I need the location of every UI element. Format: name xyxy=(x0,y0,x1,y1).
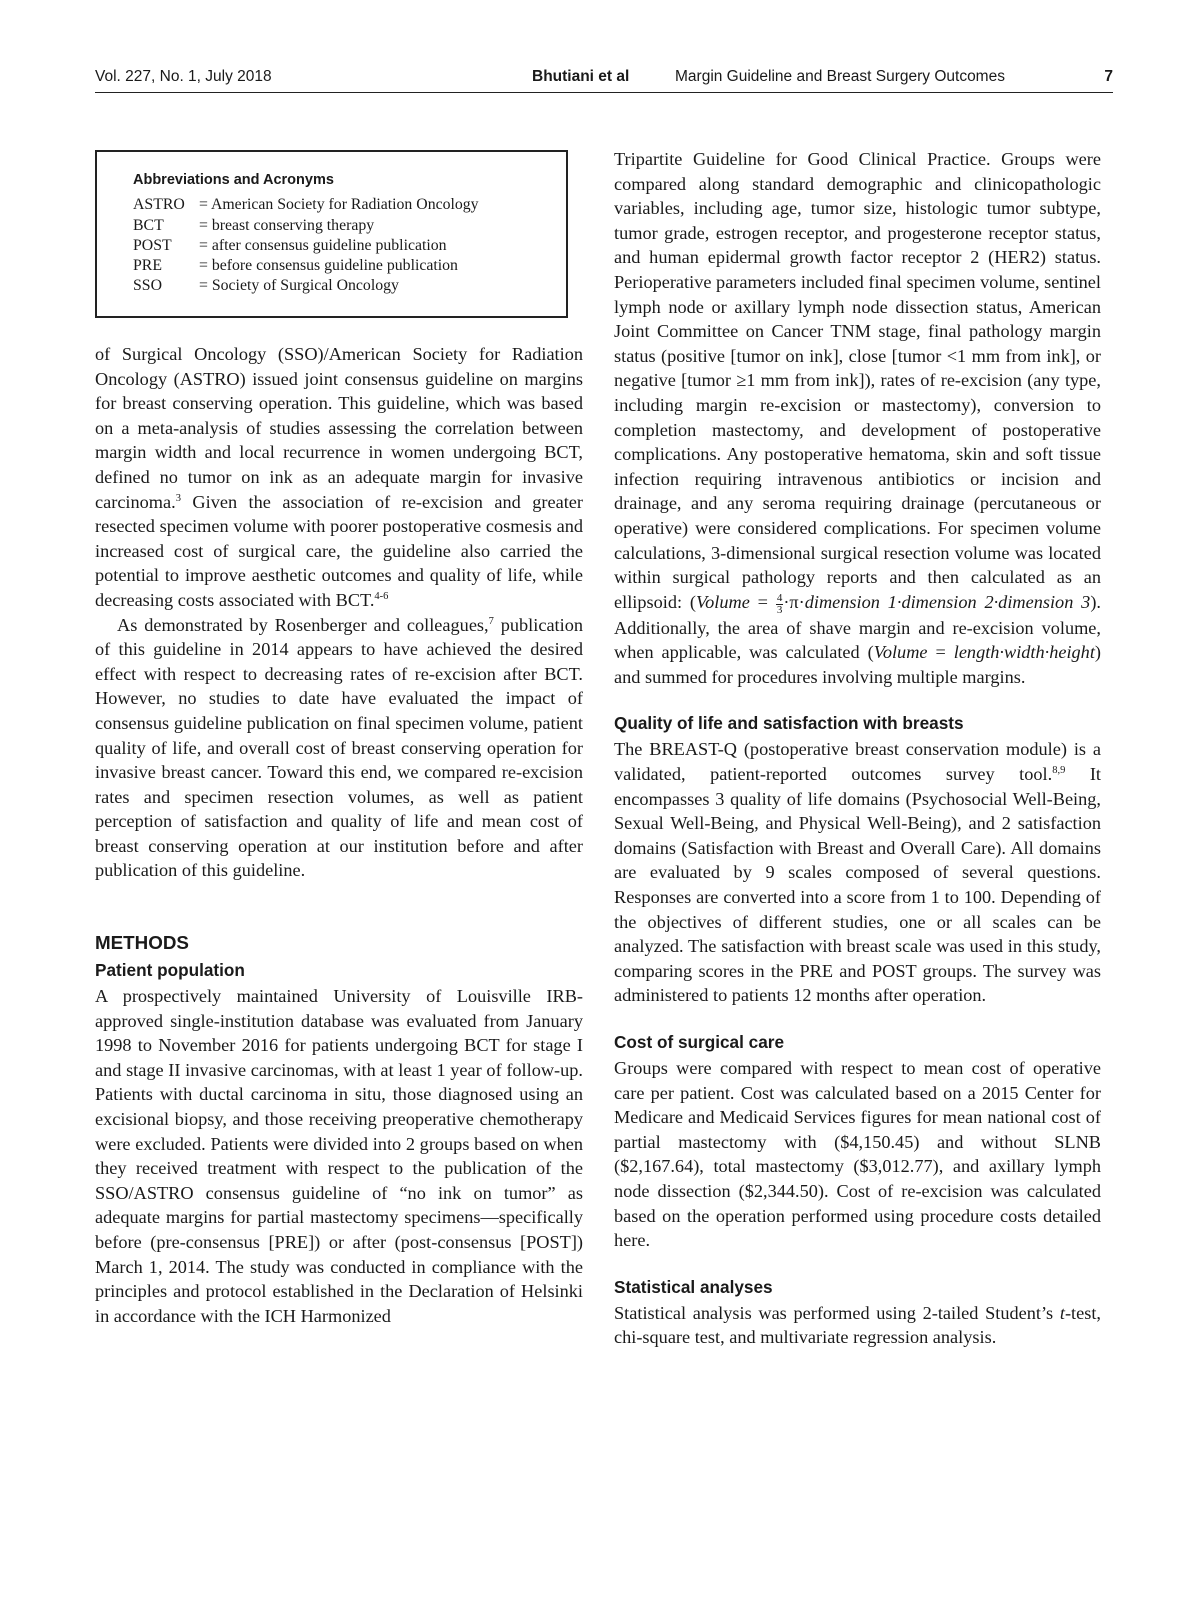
abbreviation-definition: = Society of Surgical Oncology xyxy=(199,277,399,294)
text-run: Given the association of re-excision and greater resected specimen volume with poorer postoperative cosmesis and increased cost of surgical care, the guideline also carried the potential to improve aesthetic outcomes and quality of life, while decreasing costs associated with BCT. xyxy=(95,491,583,610)
abbreviation-definition: = breast conserving therapy xyxy=(199,217,375,234)
reference-superscript: 3 xyxy=(175,492,181,504)
reference-superscript: 8,9 xyxy=(1052,765,1066,777)
text-run: It encompasses 3 quality of life domains (Psychosocial Well-Being, Sexual Well-Being, and Physical Well-Being), and 2 satisfaction domains (Satisfaction with Breast and Overall Care). All domains are evaluated by 9 scales composed of several questions. Responses are converted into a score from 1 to 100. Depending of the objectives of different studies, one or all scales can be analyzed. The satisfaction with breast scale was used in this study, comparing scores in the PRE and POST groups. The survey was administered to patients 12 months after operation. xyxy=(614,764,1101,1006)
text-run: The BREAST-Q (postoperative breast conservation module) is a validated, patient-reported outcomes survey tool. xyxy=(614,739,1101,785)
formula-pi: ·π· xyxy=(783,591,805,612)
paragraph: A prospectively maintained University of Louisville IRB-approved single-institution database was evaluated from January 1998 to November 2016 for patients undergoing BCT for stage I and stage II invasive carcinomas, with at least 1 year of follow-up. Patients with ductal carcinoma in situ, those diagnosed using an excisional biopsy, and those receiving preoperative chemotherapy were excluded. Patients were divided into 2 groups based on when they received treatment with respect to the publication of the SSO/ASTRO consensus guideline of “no ink on tumor” as adequate margins for partial mastectomy specimens—specifically before (pre-consensus [PRE]) or after (post-consensus [POST]) March 1, 2014. The study was conducted in compliance with the principles and protocol established in the Declaration of Helsinki in accordance with the ICH Harmonized xyxy=(95,986,583,1326)
abbreviation-term: POST xyxy=(133,237,172,254)
running-title: Margin Guideline and Breast Surgery Outcomes xyxy=(675,68,1005,85)
formula-volume: Volume xyxy=(696,591,750,612)
journal-citation: Vol. 227, No. 1, July 2018 xyxy=(95,68,272,85)
abbreviation-definition: = American Society for Radiation Oncology xyxy=(199,196,479,213)
formula-equals: = xyxy=(927,642,954,663)
fraction-denominator: 3 xyxy=(776,603,783,616)
abbreviations-box xyxy=(95,150,568,318)
abbreviation-row xyxy=(133,277,399,295)
right-column xyxy=(614,147,1101,1350)
text-run: Tripartite Guideline for Good Clinical Practice. Groups were compared along standard demographic and clinicopathologic variables, including age, tumor size, histologic tumor subtype, tumor grade, estrogen receptor, and progesterone receptor status, and human epidermal growth factor receptor 2 (HER2) status. Perioperative parameters included final specimen volume, sentinel lymph node or axillary lymph node dissection status, American Joint Committee on Cancer TNM stage, final pathology margin status (positive [tumor on ink], close [tumor <1 mm from ink], or negative [tumor ≥1 mm from ink]), rates of re-excision (any type, including margin re-excision or mastectomy), conversion to completion mastectomy, and development of postoperative complications. Any postoperative hematoma, skin and soft tissue infection requiring intravenous antibiotics or incision and drainage, and any seroma requiring drainage (percutaneous or operative) were considered complications. For specimen volume calculations, 3-dimensional surgical resection volume was located within surgical pathology reports and then calculated as an ellipsoid: ( xyxy=(614,149,1101,612)
paragraph xyxy=(95,342,583,613)
abbreviation-row xyxy=(133,196,479,214)
abbreviation-term: BCT xyxy=(133,217,164,234)
formula2-volume: Volume xyxy=(873,642,928,663)
paragraph xyxy=(95,613,583,884)
abbreviation-row xyxy=(133,217,374,235)
text-run: ). Additionally, the area of shave margin and re-excision volume, when applicable, was calculated ( xyxy=(614,591,1101,663)
text-run: -test, chi-square test, and multivariate regression analysis. xyxy=(614,1302,1101,1348)
paragraph: Groups were compared with respect to mean cost of operative care per patient. Cost was calculated based on a 2015 Center for Medicare and Medicaid Services figures for mean national cost of partial mastectomy with ($4,150.45) and without SLNB ($2,167.64), total mastectomy ($3,012.77), and axillary lymph node dissection ($2,344.50). Cost of re-excision was calculated based on the operation performed using procedure costs detailed here. xyxy=(614,1058,1101,1251)
text-run: of Surgical Oncology (SSO)/American Society for Radiation Oncology (ASTRO) issued joint consensus guideline on margins for breast conserving operation. This guideline, which was based on a meta-analysis of studies assessing the correlation between margin width and local recurrence in women undergoing BCT, defined no tumor on ink as an adequate margin for invasive carcinoma. xyxy=(95,344,583,512)
text-run: Statistical analysis was performed using 2-tailed Student’s xyxy=(614,1302,1060,1323)
text-run: ) and summed for procedures involving multiple margins. xyxy=(614,642,1101,687)
text-run: publication of this guideline in 2014 appears to have achieved the desired effect with respect to decreasing rates of re-excision after BCT. However, no studies to date have evaluated the impact of consensus guideline publication on final specimen volume, patient quality of life, and overall cost of breast conserving operation for invasive breast cancer. Toward this end, we compared re-excision rates and specimen resection volumes, as well as patient perception of satisfaction and quality of life and mean cost of breast conserving operation at our institution before and after publication of this guideline. xyxy=(95,614,583,881)
page-number: 7 xyxy=(1104,68,1113,85)
t-test-italic: t xyxy=(1059,1302,1065,1323)
abbreviation-row xyxy=(133,257,458,275)
abbreviation-term: SSO xyxy=(133,277,162,294)
formula-equals: = xyxy=(749,591,776,612)
formula-dimensions: dimension 1·dimension 2·dimension 3 xyxy=(804,591,1091,612)
reference-superscript: 7 xyxy=(488,615,494,627)
methods-heading: METHODS xyxy=(95,932,189,954)
header-rule xyxy=(95,92,1113,93)
cost-heading: Cost of surgical care xyxy=(614,1032,785,1052)
fraction-numerator: 4 xyxy=(776,591,783,604)
abbreviations-title: Abbreviations and Acronyms xyxy=(133,172,334,188)
abbreviation-term: PRE xyxy=(133,257,162,274)
running-authors: Bhutiani et al xyxy=(532,68,630,85)
statistical-analyses-heading: Statistical analyses xyxy=(614,1276,773,1297)
quality-of-life-heading: Quality of life and satisfaction with breasts xyxy=(614,713,964,734)
reference-superscript: 4-6 xyxy=(374,590,389,602)
abbreviation-row xyxy=(133,237,447,255)
left-column xyxy=(95,342,583,1328)
text-run: As demonstrated by Rosenberger and colleagues, xyxy=(117,614,489,635)
paragraph xyxy=(614,1301,1101,1350)
abbreviation-definition: = before consensus guideline publication xyxy=(199,257,458,274)
abbreviation-term: ASTRO xyxy=(133,196,185,213)
paragraph xyxy=(614,737,1101,1008)
formula2-rhs: length·width·height xyxy=(953,642,1095,663)
abbreviation-definition: = after consensus guideline publication xyxy=(199,237,447,254)
running-header xyxy=(95,66,1113,92)
patient-population-heading: Patient population xyxy=(95,960,245,981)
paragraph xyxy=(614,147,1101,689)
